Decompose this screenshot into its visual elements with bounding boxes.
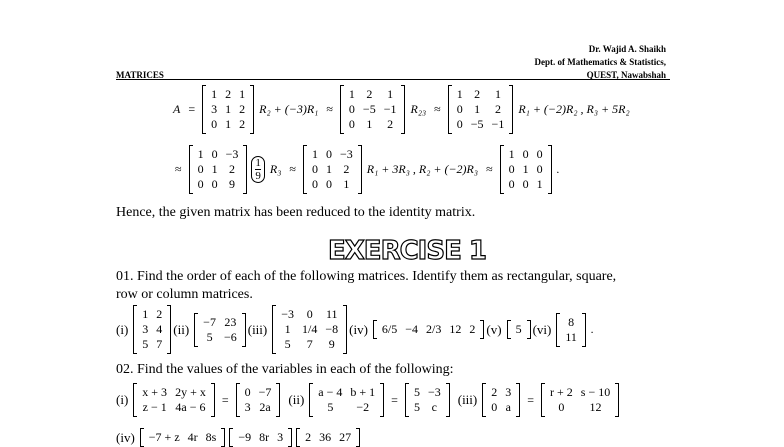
matrix-row [241, 385, 276, 400]
matrix-entry: 0 [536, 162, 543, 176]
matrix [189, 146, 248, 193]
matrix-entry: 0 [508, 162, 515, 176]
author-name: Dr. Wajid A. Shaikh [588, 44, 666, 54]
matrix-row [207, 102, 249, 117]
matrix-entry: x + 3 [142, 385, 168, 399]
matrix-entry: 1 [325, 162, 332, 176]
matrix-entry: 2 [494, 102, 501, 116]
matrix-entry: 1 [456, 87, 463, 101]
matrix-entry: 2 [343, 162, 350, 176]
matrix [133, 306, 171, 353]
matrix [482, 384, 520, 416]
matrix-entry: 0 [348, 102, 355, 116]
matrix-entry: 27 [339, 430, 352, 444]
matrix-entry: 0 [211, 147, 218, 161]
matrix-row [487, 385, 515, 400]
matrix-grid [207, 87, 249, 132]
matrix-grid [194, 147, 243, 192]
matrix-row [138, 385, 210, 400]
matrix-entry: 0 [348, 117, 355, 131]
matrix-entry: 5 [142, 337, 149, 351]
matrix-entry: 7 [306, 337, 313, 351]
matrix-entry: −7 [203, 314, 216, 329]
matrix-entry: 1 [239, 87, 246, 101]
matrix-row [194, 147, 243, 162]
matrix-entry: 1 [343, 177, 350, 191]
matrix [272, 306, 347, 353]
matrix-entry: 0 [522, 177, 529, 191]
identity-matrix [500, 146, 552, 193]
row-operation: R₁ + 3R₃ , R₂ + (−2)R₃ [366, 162, 479, 176]
question-2-partial-row [116, 429, 362, 446]
question-1-text: 01. Find the order of each of the following matrices. Identify them as rectangular, square, [116, 269, 617, 284]
matrix-entry: 1/4 [302, 322, 318, 336]
matrix-row [308, 177, 357, 192]
matrix [309, 384, 384, 416]
matrix-name: A [173, 102, 181, 116]
matrix-entry: 8r [259, 430, 270, 444]
equivalent-sign: ≈ [434, 102, 441, 116]
matrix-entry: 0 [456, 117, 463, 131]
fraction-scalar [251, 156, 265, 183]
matrix-entry: −3 [427, 385, 441, 399]
matrix-entry: 3 [505, 385, 512, 399]
matrix-row [546, 385, 614, 400]
matrix-entry: −7 [258, 385, 272, 399]
department: Dept. of Mathematics & Statistics, [534, 57, 666, 67]
matrix-entry: a [505, 400, 511, 414]
matrix-entry: 3 [244, 400, 251, 414]
question-1-matrices [116, 306, 597, 353]
matrix [296, 429, 360, 446]
matrix-grid [138, 385, 210, 415]
header-rule [116, 79, 670, 80]
matrix-entry: 2 [225, 87, 232, 101]
matrix-entry: 0 [522, 147, 529, 161]
matrix-row [410, 400, 445, 415]
matrix-entry: 0 [211, 177, 218, 191]
part-label: (v) [486, 321, 502, 337]
matrix-entry: 0 [311, 177, 318, 191]
matrix-entry: 5 [284, 337, 291, 351]
matrix-entry: 0 [197, 162, 204, 176]
part-label: (ii) [173, 321, 190, 337]
matrix-grid [410, 385, 445, 415]
matrix-row [308, 162, 357, 177]
matrix-entry: −1 [383, 102, 397, 116]
matrix-entry: 1 [225, 117, 232, 131]
matrix-entry: 2 [239, 102, 246, 116]
matrix-entry: 2 [239, 117, 246, 131]
matrix-entry: 5 [327, 400, 334, 414]
matrix-row [194, 162, 243, 177]
matrix-row [561, 315, 581, 330]
matrix [194, 314, 246, 346]
matrix-entry: 36 [319, 430, 332, 444]
matrix-row [277, 307, 342, 322]
matrix-entry: 4 [156, 322, 163, 336]
matrix-entry: −7 + z [148, 430, 180, 444]
matrix [140, 429, 226, 446]
matrix-entry: 1 [211, 162, 218, 176]
matrix-grid [561, 315, 581, 345]
period: . [590, 322, 594, 336]
exercise-title: EXERCISE 1 [328, 236, 486, 266]
matrix-entry: 3 [142, 322, 149, 336]
single-matrix [507, 321, 531, 338]
matrix-row [345, 117, 401, 132]
matrix-grid [199, 315, 241, 345]
matrix-entry: 1 [311, 147, 318, 161]
matrix-grid [277, 307, 342, 352]
matrix-row [199, 315, 241, 330]
fraction-denominator: 9 [255, 170, 261, 182]
matrix-entry: 5 [413, 400, 420, 414]
matrix-entry: b + 1 [350, 385, 376, 399]
matrix-row [453, 117, 509, 132]
matrix-entry: 7 [156, 337, 163, 351]
matrix-entry: 2 [491, 385, 498, 399]
equivalent-sign: ≈ [486, 162, 493, 176]
matrix-entry: 12 [449, 322, 462, 336]
matrix-grid [241, 385, 276, 415]
matrix-row [561, 330, 581, 345]
matrix-entry: 1 [522, 162, 529, 176]
part-label: (iv) [116, 429, 135, 445]
matrix-row [512, 322, 526, 337]
matrix-entry: −6 [223, 329, 237, 344]
matrix-entry: 0 [311, 162, 318, 176]
matrix-row [546, 400, 614, 415]
row-operation: R₃ [269, 162, 282, 176]
matrix-entry: 0 [536, 147, 543, 161]
matrix-entry: 1 [366, 117, 373, 131]
matrix-entry: −8 [325, 322, 339, 336]
matrix-entry: 1 [225, 102, 232, 116]
part-label: (iii) [247, 321, 268, 337]
matrix-row [453, 102, 509, 117]
matrix-entry: 1 [508, 147, 515, 161]
matrix-entry: 0 [211, 117, 218, 131]
matrix-entry: 5 [413, 385, 420, 399]
matrix-row [138, 400, 210, 415]
matrix-entry: 4a − 6 [175, 400, 206, 414]
matrix [405, 384, 450, 416]
matrix-entry: 11 [565, 329, 577, 344]
equivalent-sign: ≈ [175, 162, 182, 176]
matrix-entry: 0 [197, 177, 204, 191]
matrix-entry: 2a [259, 400, 271, 414]
matrix-entry: −9 [238, 430, 252, 444]
conclusion-text: Hence, the given matrix has been reduced to the identity matrix. [116, 205, 476, 220]
matrix-row [207, 117, 249, 132]
matrix-entry: −5 [470, 117, 484, 131]
matrix-entry: 0 [244, 385, 251, 399]
matrix-entry: 2 [474, 87, 481, 101]
matrix-entry: −4 [405, 322, 419, 336]
matrix-entry: −1 [491, 117, 505, 131]
matrix-grid [314, 385, 379, 415]
matrix [236, 384, 281, 416]
matrix-row [194, 177, 243, 192]
matrix-entry: 2 [228, 162, 235, 176]
matrix-entry: 1 [387, 87, 394, 101]
part-label: (ii) [288, 392, 305, 407]
matrix-row [345, 87, 401, 102]
matrix-entry: 3 [211, 102, 218, 116]
matrix-grid [308, 147, 357, 192]
column-matrix [556, 314, 586, 346]
matrix-entry: 8 [568, 314, 575, 329]
row-operation: R₁ + (−2)R₂ , R₃ + 5R₂ [518, 102, 630, 116]
matrix-entry: c [431, 400, 437, 414]
fraction-numerator: 1 [255, 157, 261, 169]
matrix-entry: 1 [494, 87, 501, 101]
row-matrix [373, 321, 484, 338]
matrix-entry: 0 [306, 307, 313, 321]
equals-sign: = [188, 102, 196, 116]
matrix-entry: 5 [515, 322, 522, 336]
equivalent-sign: ≈ [289, 162, 296, 176]
matrix [340, 86, 406, 133]
part-label: (i) [116, 392, 129, 407]
equivalent-sign: ≈ [326, 102, 333, 116]
matrix-entry: 2 [366, 87, 373, 101]
matrix-entry: 9 [328, 337, 335, 351]
matrix-entry: 12 [589, 400, 602, 414]
matrix-row [301, 430, 355, 445]
matrix-entry: 4r [187, 430, 198, 444]
row-operation: R₂₃ [410, 102, 427, 116]
matrix-entry: −3 [339, 147, 353, 161]
matrix-entry: −2 [356, 400, 370, 414]
matrix-entry: z − 1 [142, 400, 167, 414]
matrix-grid [301, 430, 355, 445]
matrix-entry: 2/3 [426, 322, 442, 336]
matrix-entry: −5 [362, 102, 376, 116]
matrix-entry: 2y + x [175, 385, 206, 399]
matrix-row [277, 337, 342, 352]
institution: QUEST, Nawabshah [586, 70, 666, 80]
matrix-row [145, 430, 221, 445]
part-label: (i) [116, 321, 129, 337]
matrix-entry: 8s [205, 430, 217, 444]
matrix-grid [345, 87, 401, 132]
matrix-row [207, 87, 249, 102]
matrix-row [505, 147, 547, 162]
matrix-entry: 1 [142, 307, 149, 321]
matrix-entry: 0 [456, 102, 463, 116]
equals-sign: = [221, 392, 229, 407]
matrix-grid [234, 430, 287, 445]
matrix-row [277, 322, 342, 337]
matrix-row [314, 385, 379, 400]
matrix-row [345, 102, 401, 117]
part-label: (iii) [457, 392, 478, 407]
matrix-grid [487, 385, 515, 415]
matrix [448, 86, 514, 133]
matrix-entry: 23 [224, 314, 237, 329]
matrix-entry: 2 [305, 430, 312, 444]
matrix-row [199, 330, 241, 345]
matrix [229, 429, 292, 446]
matrix-row [410, 385, 445, 400]
matrix-entry: −3 [281, 307, 295, 321]
matrix [541, 384, 619, 416]
matrix-row [234, 430, 287, 445]
question-2-text: 02. Find the values of the variables in each of the following: [116, 362, 454, 377]
matrix-entry: 9 [228, 177, 235, 191]
matrix-entry: 0 [558, 400, 565, 414]
period: . [556, 162, 560, 176]
matrix-entry: 2 [469, 322, 476, 336]
matrix-row [138, 307, 166, 322]
matrix-grid [546, 385, 614, 415]
matrix [303, 146, 362, 193]
matrix-grid [505, 147, 547, 192]
section-title: MATRICES [116, 70, 164, 80]
matrix-entry: 1 [211, 87, 218, 101]
matrix-entry: 3 [277, 430, 284, 444]
matrix-grid [453, 87, 509, 132]
equals-sign: = [527, 392, 535, 407]
matrix-entry: s − 10 [580, 385, 611, 399]
matrix-row [138, 322, 166, 337]
matrix-entry: 1 [474, 102, 481, 116]
matrix-grid [138, 307, 166, 352]
reduction-row-2 [170, 146, 563, 193]
matrix-entry: 1 [348, 87, 355, 101]
matrix-entry: −3 [225, 147, 239, 161]
matrix [133, 384, 215, 416]
matrix-row [505, 177, 547, 192]
matrix-row [378, 322, 479, 337]
row-operation: R₂ + (−3)R₁ [259, 102, 319, 116]
equals-sign: = [391, 392, 398, 407]
matrix-entry: 1 [197, 147, 204, 161]
matrix-row [487, 400, 515, 415]
matrix-entry: 1 [284, 322, 291, 336]
matrix-grid [512, 322, 526, 337]
matrix-row [241, 400, 276, 415]
matrix-entry: 6/5 [381, 322, 398, 336]
matrix-entry: 0 [325, 177, 332, 191]
matrix-entry: 1 [536, 177, 543, 191]
question-1-text-cont: row or column matrices. [116, 287, 253, 302]
matrix-entry: r + 2 [550, 385, 573, 399]
matrix-row [138, 337, 166, 352]
part-label: (vi) [532, 321, 552, 337]
matrix-grid [378, 322, 479, 337]
matrix-entry: 5 [206, 329, 213, 344]
matrix-entry: 11 [325, 307, 338, 321]
matrix-entry: 2 [387, 117, 394, 131]
part-label: (iv) [349, 321, 368, 337]
question-2-equations [116, 384, 621, 416]
matrix-entry: a − 4 [318, 385, 343, 399]
matrix-entry: 2 [156, 307, 163, 321]
matrix-grid [145, 430, 221, 445]
matrix [202, 86, 254, 133]
matrix-row [314, 400, 379, 415]
matrix-row [453, 87, 509, 102]
matrix-entry: 0 [325, 147, 332, 161]
matrix-entry: 0 [491, 400, 498, 414]
matrix-entry: 0 [508, 177, 515, 191]
matrix-row [505, 162, 547, 177]
reduction-row-1 [170, 86, 633, 133]
matrix-row [308, 147, 357, 162]
